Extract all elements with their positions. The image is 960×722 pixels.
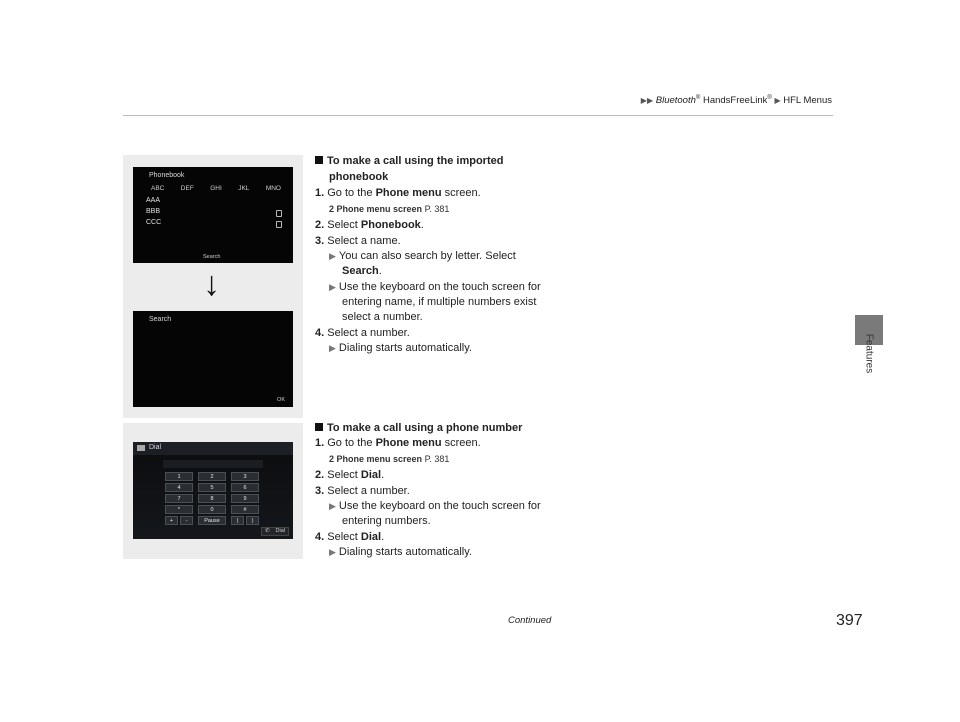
phone-icon: ✆ bbox=[265, 528, 270, 534]
phonebook-title: Phonebook bbox=[149, 172, 185, 179]
keypad-key[interactable]: 3 bbox=[231, 472, 259, 481]
keypad-key[interactable]: + bbox=[165, 516, 178, 525]
keypad-key[interactable]: 9 bbox=[231, 494, 259, 503]
keypad-key[interactable]: * bbox=[165, 505, 193, 514]
section1-heading: To make a call using the imported bbox=[315, 155, 503, 167]
registered-mark: ® bbox=[767, 95, 772, 101]
registered-mark: ® bbox=[695, 95, 701, 101]
bullet-square-icon bbox=[315, 423, 323, 431]
step-2: 2. Select Dial. bbox=[315, 469, 385, 481]
keypad-key[interactable]: ) bbox=[246, 516, 259, 525]
search-title: Search bbox=[149, 316, 172, 323]
note-arrow-icon: ▶ bbox=[329, 547, 336, 557]
lock-icon bbox=[276, 221, 282, 228]
step-3: 3. Select a number. bbox=[315, 485, 410, 497]
step-1: 1. Go to the Phone menu screen. bbox=[315, 437, 481, 449]
breadcrumb-arrow-icon: ▶▶ bbox=[640, 96, 654, 106]
keypad-key[interactable]: # bbox=[231, 505, 259, 514]
section1-heading-line2: phonebook bbox=[329, 171, 389, 183]
breadcrumb bbox=[641, 95, 832, 106]
list-item[interactable] bbox=[146, 197, 282, 208]
dial-button[interactable] bbox=[261, 527, 289, 536]
letter-tabs bbox=[151, 185, 281, 192]
letter-tab[interactable]: GHI bbox=[210, 185, 222, 192]
note-arrow-icon: ▶ bbox=[329, 251, 336, 261]
side-tab-label: Features bbox=[863, 333, 875, 374]
step-3: 3. Select a name. bbox=[315, 235, 401, 247]
ok-button[interactable]: OK bbox=[277, 397, 285, 403]
keypad-key[interactable]: 2 bbox=[198, 472, 226, 481]
note: ▶ Dialing starts automatically. bbox=[329, 546, 472, 558]
contact-name: BBB bbox=[146, 208, 161, 215]
illustration-panel-phonebook bbox=[123, 155, 303, 418]
dial-title: Dial bbox=[149, 444, 162, 451]
header-rule bbox=[123, 115, 833, 116]
search-screen bbox=[133, 311, 293, 407]
keypad-key[interactable]: - bbox=[180, 516, 193, 525]
contact-name: CCC bbox=[146, 219, 162, 226]
lock-icon bbox=[276, 210, 282, 217]
letter-tab[interactable]: MNO bbox=[265, 185, 281, 192]
keypad-key[interactable]: ( bbox=[231, 516, 244, 525]
cross-reference[interactable]: 2 Phone menu screen P. 381 bbox=[329, 204, 450, 214]
keypad-key[interactable]: 7 bbox=[165, 494, 193, 503]
keypad-key[interactable]: 0 bbox=[198, 505, 226, 514]
breadcrumb-handsfreelink: HandsFreeLink bbox=[700, 95, 768, 107]
note: ▶ You can also search by letter. Select bbox=[329, 250, 516, 262]
breadcrumb-hfl-menus: HFL Menus bbox=[783, 95, 832, 107]
reference-icon: 2 bbox=[329, 204, 335, 214]
list-item[interactable] bbox=[146, 219, 282, 230]
note: ▶ Use the keyboard on the touch screen for bbox=[329, 281, 541, 293]
number-display bbox=[163, 460, 263, 468]
phonebook-screen bbox=[133, 167, 293, 263]
keypad-key[interactable]: 6 bbox=[231, 483, 259, 492]
letter-tab[interactable]: ABC bbox=[151, 185, 165, 192]
note-arrow-icon: ▶ bbox=[329, 501, 336, 511]
keypad-key[interactable]: 5 bbox=[198, 483, 226, 492]
section2-heading: To make a call using a phone number bbox=[315, 422, 522, 434]
note-continued: entering name, if multiple numbers exist bbox=[342, 296, 537, 308]
dial-screen bbox=[133, 442, 293, 539]
letter-tab[interactable]: JKL bbox=[238, 185, 250, 192]
note-continued: Search. bbox=[342, 265, 382, 277]
step-4: 4. Select Dial. bbox=[315, 531, 385, 543]
contact-list bbox=[146, 197, 282, 230]
keypad-key[interactable]: 1 bbox=[165, 472, 193, 481]
keypad-key[interactable]: 4 bbox=[165, 483, 193, 492]
letter-tab[interactable]: DEF bbox=[180, 185, 194, 192]
breadcrumb-bluetooth: Bluetooth bbox=[655, 95, 696, 107]
note: ▶ Use the keyboard on the touch screen for bbox=[329, 500, 541, 512]
contact-name: AAA bbox=[146, 197, 161, 204]
note-continued: select a number. bbox=[342, 311, 423, 323]
step-4: 4. Select a number. bbox=[315, 327, 410, 339]
illustration-panel-dial bbox=[123, 423, 303, 559]
dial-button-label: Dial bbox=[275, 528, 285, 534]
list-item[interactable] bbox=[146, 208, 282, 219]
down-arrow-icon: ↓ bbox=[203, 265, 220, 303]
note-arrow-icon: ▶ bbox=[329, 282, 336, 292]
keypad-icon bbox=[137, 445, 145, 451]
cross-reference[interactable]: 2 Phone menu screen P. 381 bbox=[329, 454, 450, 464]
page-number: 397 bbox=[836, 612, 863, 629]
search-button[interactable]: Search bbox=[203, 254, 221, 260]
step-1: 1. Go to the Phone menu screen. bbox=[315, 187, 481, 199]
bullet-square-icon bbox=[315, 156, 323, 164]
pause-key[interactable]: Pause bbox=[198, 516, 226, 525]
breadcrumb-arrow-icon: ▶ bbox=[774, 96, 781, 106]
note: ▶ Dialing starts automatically. bbox=[329, 342, 472, 354]
note-continued: entering numbers. bbox=[342, 515, 431, 527]
note-arrow-icon: ▶ bbox=[329, 343, 336, 353]
reference-icon: 2 bbox=[329, 454, 335, 464]
step-2: 2. Select Phonebook. bbox=[315, 219, 424, 231]
keypad-key[interactable]: 8 bbox=[198, 494, 226, 503]
continued-label: Continued bbox=[508, 615, 552, 626]
